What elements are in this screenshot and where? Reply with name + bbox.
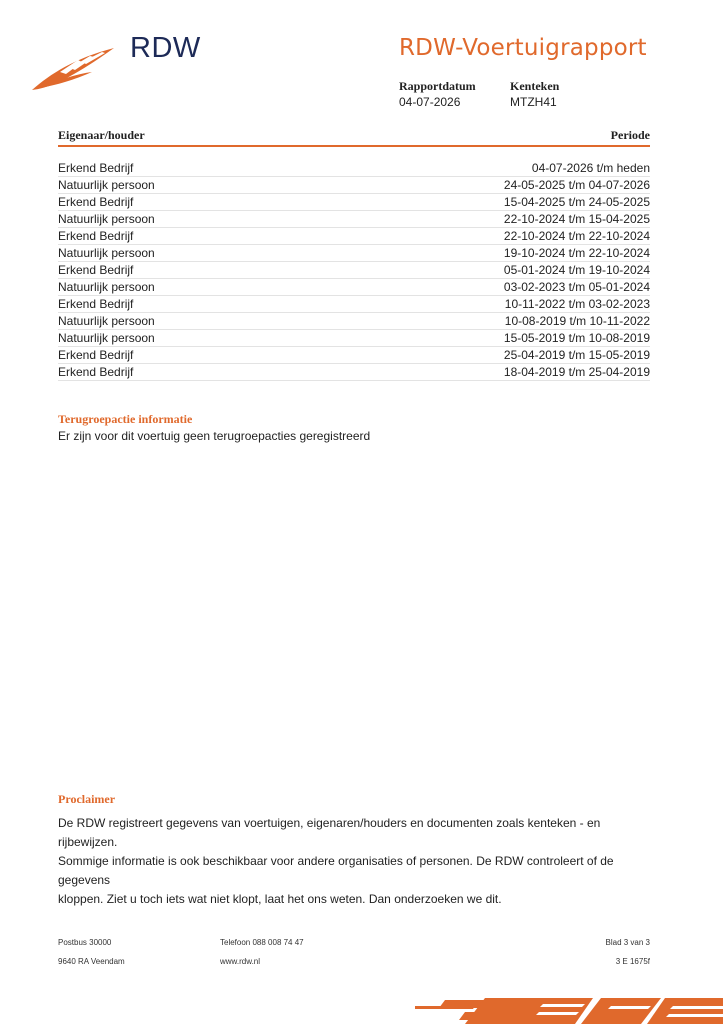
owner-cell: Erkend Bedrijf (58, 161, 134, 175)
owner-cell: Natuurlijk persoon (58, 280, 155, 294)
owner-cell: Erkend Bedrijf (58, 195, 134, 209)
table-row (58, 279, 650, 296)
table-row (58, 296, 650, 313)
table-row (58, 347, 650, 364)
owner-cell: Natuurlijk persoon (58, 178, 155, 192)
period-cell: 15-04-2025 t/m 24-05-2025 (503, 195, 650, 209)
rdw-stripes-icon (415, 994, 723, 1024)
period-cell: 15-05-2019 t/m 10-08-2019 (503, 331, 650, 345)
owner-cell: Erkend Bedrijf (58, 297, 134, 311)
period-cell: 19-10-2024 t/m 22-10-2024 (503, 246, 650, 260)
table-row (58, 330, 650, 347)
footer-city: 9640 RA Veendam (58, 957, 125, 966)
table-row (58, 160, 650, 177)
footer-phone: Telefoon 088 008 74 47 (220, 938, 304, 947)
plate-label: Kenteken (510, 79, 560, 93)
table-row (58, 194, 650, 211)
rdw-logo (30, 28, 205, 94)
owner-cell: Erkend Bedrijf (58, 229, 134, 243)
period-cell: 25-04-2019 t/m 15-05-2019 (503, 348, 650, 362)
period-cell: 22-10-2024 t/m 15-04-2025 (503, 212, 650, 226)
period-cell: 03-02-2023 t/m 05-01-2024 (503, 280, 650, 294)
report-title: RDW-Voertuigrapport (399, 35, 647, 61)
recall-text: Er zijn voor dit voertuig geen terugroepacties geregistreerd (58, 429, 371, 443)
owner-column-header: Eigenaar/houder (58, 128, 145, 142)
table-row (58, 364, 650, 381)
owner-cell: Erkend Bedrijf (58, 348, 134, 362)
owner-cell: Natuurlijk persoon (58, 331, 155, 345)
period-cell: 22-10-2024 t/m 22-10-2024 (503, 229, 650, 243)
rdw-wing-icon (30, 44, 120, 94)
table-row (58, 228, 650, 245)
disclaimer-text (58, 814, 658, 909)
disclaimer-line: kloppen. Ziet u toch iets wat niet klopt, laat het ons weten. Dan onderzoeken we dit. (58, 892, 502, 906)
footer-postbus: Postbus 30000 (58, 938, 112, 947)
disclaimer-line: De RDW registreert gegevens van voertuigen, eigenaren/houders en documenten zoals kenteken - en rijbewijzen. (58, 816, 601, 849)
period-cell: 05-01-2024 t/m 19-10-2024 (503, 263, 650, 277)
owner-cell: Natuurlijk persoon (58, 246, 155, 260)
period-cell: 18-04-2019 t/m 25-04-2019 (503, 365, 650, 379)
period-cell: 10-11-2022 t/m 03-02-2023 (504, 297, 650, 311)
plate-value: MTZH41 (510, 95, 557, 109)
table-row (58, 177, 650, 194)
table-row (58, 262, 650, 279)
owner-cell: Erkend Bedrijf (58, 263, 134, 277)
footer-code: 3 E 1675f (615, 957, 650, 966)
disclaimer-title: Proclaimer (58, 792, 116, 806)
logo-text: RDW (130, 32, 201, 64)
recall-title: Terugroepactie informatie (58, 412, 193, 426)
report-date-label: Rapportdatum (399, 79, 476, 93)
owner-cell: Natuurlijk persoon (58, 314, 155, 328)
owner-cell: Natuurlijk persoon (58, 212, 155, 226)
period-column-header: Periode (610, 128, 650, 142)
period-cell: 10-08-2019 t/m 10-11-2022 (504, 314, 650, 328)
period-cell: 24-05-2025 t/m 04-07-2026 (503, 178, 650, 192)
owner-cell: Erkend Bedrijf (58, 365, 134, 379)
owners-table (58, 160, 650, 381)
report-date-value: 04-07-2026 (399, 95, 461, 109)
footer-page: Blad 3 van 3 (605, 938, 650, 947)
disclaimer-line: Sommige informatie is ook beschikbaar voor andere organisaties of personen. De RDW controleert of de gegevens (58, 854, 614, 887)
table-row (58, 313, 650, 330)
period-cell: 04-07-2026 t/m heden (531, 161, 650, 175)
table-row (58, 211, 650, 228)
header-divider (58, 145, 650, 147)
table-row (58, 245, 650, 262)
footer-web[interactable]: www.rdw.nl (220, 957, 261, 966)
